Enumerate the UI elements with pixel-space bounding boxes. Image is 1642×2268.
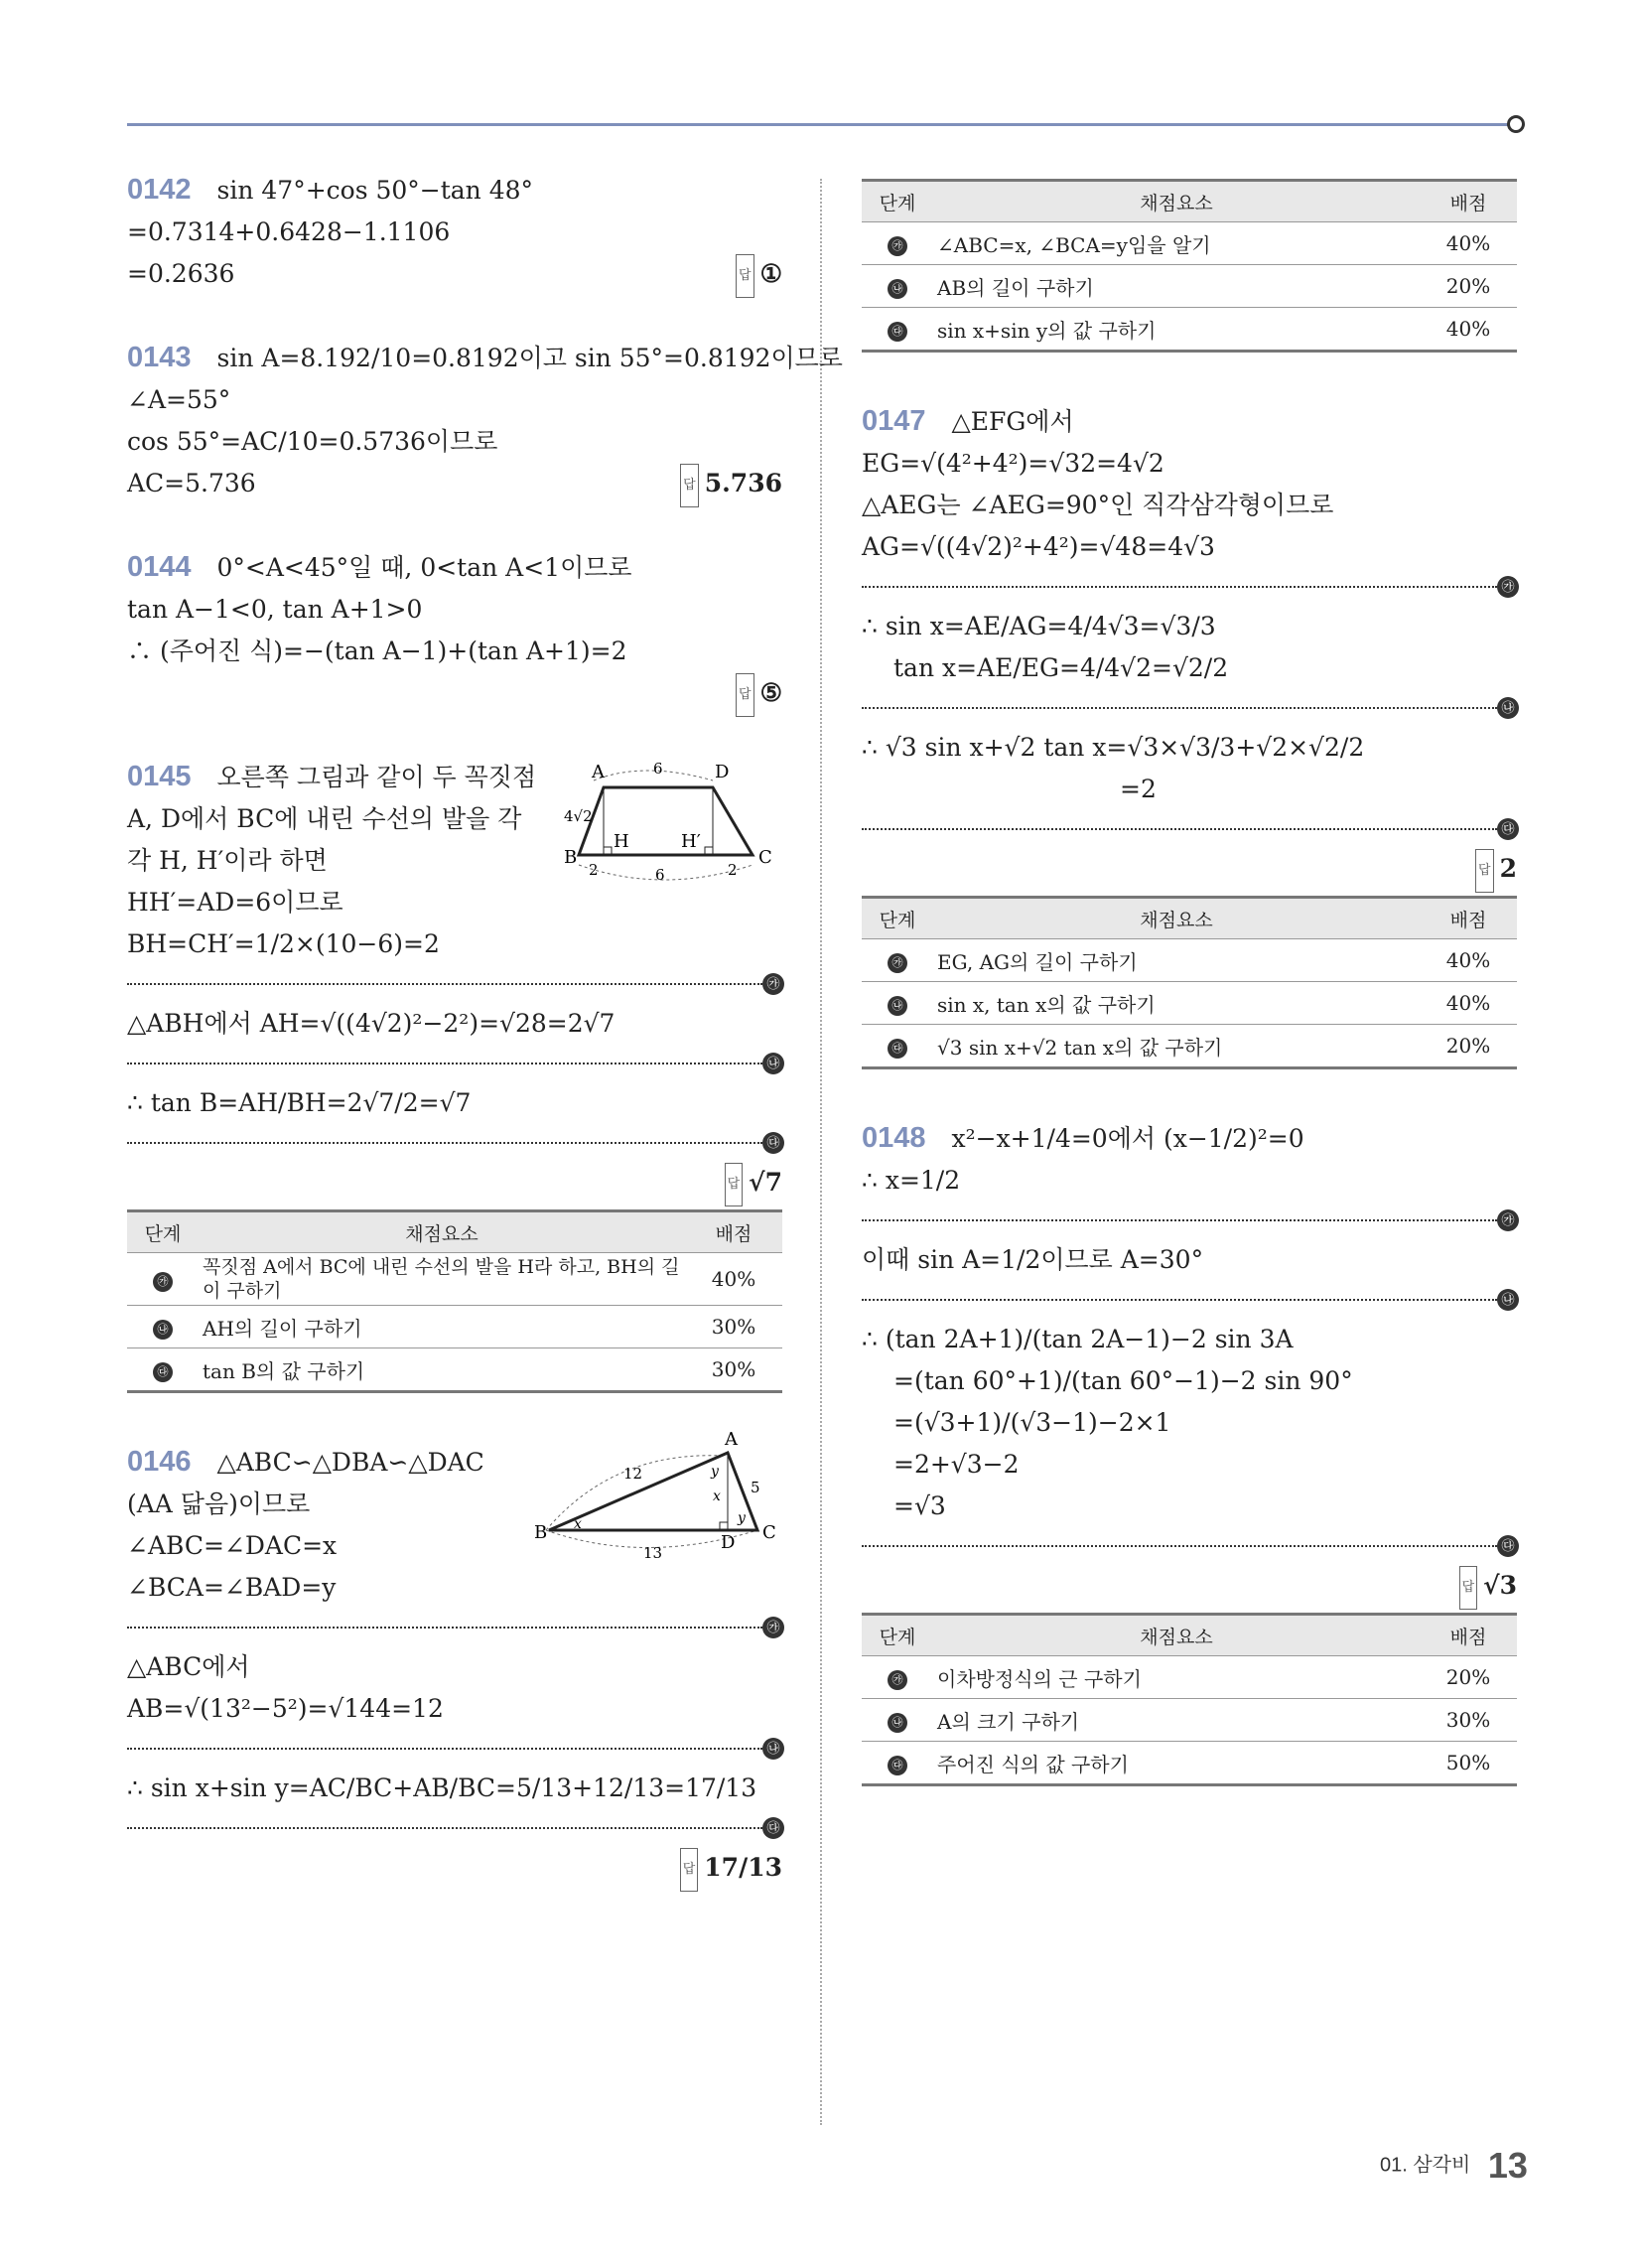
figure-label: 4√2 xyxy=(564,807,593,825)
solution-line: ∴ sin x+sin y=AC/BC+AB/BC=5/13+12/13=17/13 xyxy=(127,1773,757,1802)
solution-line: =0.7314+0.6428−1.1106 xyxy=(127,217,451,246)
solution-line: ∠ABC=∠DAC=x xyxy=(127,1531,338,1560)
answer xyxy=(1459,1565,1517,1610)
figure-label: H xyxy=(614,831,629,852)
stage-badge: ㉰ xyxy=(888,1039,907,1059)
solution-line: ∴ (주어진 식)=−(tan A−1)+(tan A+1)=2 xyxy=(127,637,627,665)
answer-tag: 답 xyxy=(680,464,699,507)
points-cell: 40% xyxy=(1420,222,1517,265)
figure-label: y xyxy=(711,1464,719,1480)
solution-line: 각 H, H′이라 하면 xyxy=(127,846,328,875)
figure-label: C xyxy=(758,847,772,868)
criteria-cell: sin x+sin y의 값 구하기 xyxy=(933,308,1420,352)
solution-line: △ABC∽△DBA∽△DAC xyxy=(216,1448,484,1477)
answer-value: √7 xyxy=(749,1168,782,1197)
figure-label: 2 xyxy=(589,861,599,879)
criteria-cell: √3 sin x+√2 tan x의 값 구하기 xyxy=(933,1025,1420,1068)
figure-label: B xyxy=(564,847,578,868)
figure-label: x xyxy=(713,1488,721,1504)
page-footer xyxy=(1380,2145,1528,2187)
problem-0144 xyxy=(127,546,782,714)
header-dot xyxy=(1507,115,1525,133)
dotted-separator xyxy=(127,1620,780,1634)
table-header: 단계 xyxy=(127,1211,199,1253)
table-header: 채점요소 xyxy=(199,1211,685,1253)
points-cell: 40% xyxy=(1420,939,1517,982)
criteria-cell: 꼭짓점 A에서 BC에 내린 수선의 발을 H라 하고, BH의 길이 구하기 xyxy=(199,1253,685,1306)
answer xyxy=(725,1162,782,1206)
answer xyxy=(736,672,782,717)
figure-label: 6 xyxy=(655,866,665,884)
chapter-title: 01. 삼각비 xyxy=(1380,2154,1471,2177)
table-header: 채점요소 xyxy=(933,898,1420,939)
stage-badge: ㉰ xyxy=(888,322,907,342)
table-row xyxy=(862,1699,1517,1742)
solution-line: AC=5.736 xyxy=(127,469,256,497)
dotted-separator xyxy=(862,1292,1515,1307)
dotted-separator xyxy=(862,1212,1515,1227)
solution-line: 0°<A<45°일 때, 0<tan A<1이므로 xyxy=(216,553,632,582)
table-row xyxy=(862,308,1517,352)
stage-mark: ㉯ xyxy=(1497,1289,1519,1311)
figure-label: 5 xyxy=(751,1479,760,1496)
answer xyxy=(680,463,782,507)
table-row xyxy=(862,1025,1517,1068)
table-row xyxy=(862,1742,1517,1785)
answer-value: ① xyxy=(759,259,782,288)
table-row xyxy=(127,1348,782,1392)
figure-label: 6 xyxy=(653,760,663,778)
stage-mark: ㉮ xyxy=(1497,1209,1519,1231)
points-cell: 30% xyxy=(685,1348,782,1392)
answer-tag: 답 xyxy=(725,1163,744,1206)
solution-line: =0.2636 xyxy=(127,259,235,288)
problem-number: 0143 xyxy=(127,342,192,373)
solution-line: tan A−1<0, tan A+1>0 xyxy=(127,595,423,624)
solution-line: =√3 xyxy=(893,1491,946,1520)
stage-mark: ㉯ xyxy=(762,1738,784,1760)
problem-number: 0145 xyxy=(127,761,192,792)
trapezoid-figure xyxy=(564,756,782,895)
right-column xyxy=(862,179,1517,1792)
stage-mark: ㉯ xyxy=(1497,697,1519,719)
answer-tag: 답 xyxy=(1459,1566,1478,1610)
points-cell: 20% xyxy=(1420,1656,1517,1699)
dotted-separator xyxy=(127,1056,780,1070)
stage-mark: ㉮ xyxy=(1497,576,1519,598)
solution-line: HH′=AD=6이므로 xyxy=(127,888,343,917)
table-row xyxy=(127,1253,782,1306)
score-table-0146 xyxy=(862,179,1517,353)
solution-line: ∠A=55° xyxy=(127,385,231,414)
header-rule xyxy=(127,123,1517,126)
table-header: 단계 xyxy=(862,898,933,939)
answer xyxy=(680,1847,782,1892)
page-number: 13 xyxy=(1487,2145,1528,2186)
criteria-cell: sin x, tan x의 값 구하기 xyxy=(933,982,1420,1025)
dotted-separator xyxy=(127,1820,780,1835)
table-header: 배점 xyxy=(1420,1615,1517,1656)
solution-line: sin 47°+cos 50°−tan 48° xyxy=(216,176,534,205)
solution-line: △EFG에서 xyxy=(951,407,1074,436)
table-header: 채점요소 xyxy=(933,181,1420,222)
stage-badge: ㉮ xyxy=(153,1272,173,1292)
score-table-0145 xyxy=(127,1209,782,1393)
table-header: 배점 xyxy=(1420,898,1517,939)
solution-line: 오른쪽 그림과 같이 두 꼭짓점 xyxy=(216,763,537,791)
dotted-separator xyxy=(862,821,1515,836)
stage-badge: ㉯ xyxy=(888,279,907,299)
problem-0142 xyxy=(127,169,782,295)
answer-value: 17/13 xyxy=(704,1853,782,1882)
table-row xyxy=(862,939,1517,982)
problem-number: 0147 xyxy=(862,405,926,437)
stage-badge: ㉯ xyxy=(888,1713,907,1733)
points-cell: 40% xyxy=(1420,982,1517,1025)
solution-line: (AA 닮음)이므로 xyxy=(127,1489,311,1518)
stage-badge: ㉮ xyxy=(888,236,907,256)
answer-value: ⑤ xyxy=(759,678,782,707)
problem-number: 0146 xyxy=(127,1446,192,1478)
solution-line: =(√3+1)/(√3−1)−2×1 xyxy=(893,1408,1171,1437)
table-row xyxy=(862,222,1517,265)
solution-line: tan x=AE/EG=4/4√2=√2/2 xyxy=(893,653,1229,682)
table-row xyxy=(862,265,1517,308)
table-header: 배점 xyxy=(685,1211,782,1253)
score-table-0148 xyxy=(862,1613,1517,1786)
answer-value: √3 xyxy=(1483,1571,1517,1600)
dotted-separator xyxy=(862,579,1515,594)
points-cell: 20% xyxy=(1420,1025,1517,1068)
stage-mark: ㉰ xyxy=(762,1817,784,1839)
table-row xyxy=(127,1306,782,1348)
stage-badge: ㉮ xyxy=(888,953,907,973)
answer-tag: 답 xyxy=(736,673,754,717)
dotted-separator xyxy=(127,1135,780,1150)
solution-line: △ABH에서 AH=√((4√2)²−2²)=√28=2√7 xyxy=(127,1009,616,1038)
points-cell: 40% xyxy=(685,1253,782,1306)
answer-tag: 답 xyxy=(736,254,754,298)
figure-label: x xyxy=(574,1516,582,1532)
criteria-cell: A의 크기 구하기 xyxy=(933,1699,1420,1742)
figure-label: C xyxy=(762,1522,776,1543)
table-header: 채점요소 xyxy=(933,1615,1420,1656)
figure-label: 13 xyxy=(643,1544,663,1562)
criteria-cell: EG, AG의 길이 구하기 xyxy=(933,939,1420,982)
stage-badge: ㉰ xyxy=(153,1362,173,1382)
answer xyxy=(1475,848,1517,893)
solution-line: =2 xyxy=(1120,775,1157,803)
solution-line: ∴ sin x=AE/AG=4/4√3=√3/3 xyxy=(862,612,1216,640)
left-column xyxy=(127,169,843,1889)
problem-0145 xyxy=(127,756,782,1204)
solution-line: ∴ x=1/2 xyxy=(862,1166,961,1195)
points-cell: 20% xyxy=(1420,265,1517,308)
solution-line: ∴ (tan 2A+1)/(tan 2A−1)−2 sin 3A xyxy=(862,1325,1294,1353)
answer-value: 5.736 xyxy=(704,469,782,497)
solution-line: =2+√3−2 xyxy=(893,1450,1020,1479)
criteria-cell: 주어진 식의 값 구하기 xyxy=(933,1742,1420,1785)
answer-tag: 답 xyxy=(680,1848,699,1892)
dotted-separator xyxy=(127,1741,780,1756)
figure-label: H′ xyxy=(681,831,701,852)
stage-mark: ㉮ xyxy=(762,973,784,995)
dotted-separator xyxy=(127,976,780,991)
stage-badge: ㉯ xyxy=(153,1320,173,1340)
problem-0143 xyxy=(127,337,843,504)
stage-mark: ㉰ xyxy=(1497,1535,1519,1557)
solution-line: △ABC에서 xyxy=(127,1652,250,1681)
solution-line: x²−x+1/4=0에서 (x−1/2)²=0 xyxy=(951,1124,1304,1153)
figure-label: B xyxy=(534,1522,548,1543)
problem-0148 xyxy=(862,1117,1517,1607)
solution-line: ∴ √3 sin x+√2 tan x=√3×√3/3+√2×√2/2 xyxy=(862,733,1365,762)
column-separator xyxy=(820,179,822,2125)
score-table-0147 xyxy=(862,896,1517,1069)
criteria-cell: 이차방정식의 근 구하기 xyxy=(933,1656,1420,1699)
stage-badge: ㉮ xyxy=(888,1670,907,1690)
problem-number: 0148 xyxy=(862,1122,926,1154)
dotted-separator xyxy=(862,1538,1515,1553)
criteria-cell: AB의 길이 구하기 xyxy=(933,265,1420,308)
solution-line: A, D에서 BC에 내린 수선의 발을 각 xyxy=(127,804,522,833)
figure-label: y xyxy=(738,1510,746,1526)
stage-mark: ㉰ xyxy=(762,1132,784,1154)
solution-line: △AEG는 ∠AEG=90°인 직각삼각형이므로 xyxy=(862,491,1334,519)
table-header: 단계 xyxy=(862,1615,933,1656)
solution-line: cos 55°=AC/10=0.5736이므로 xyxy=(127,427,498,456)
solution-line: ∠BCA=∠BAD=y xyxy=(127,1573,337,1602)
problem-number: 0142 xyxy=(127,174,192,206)
problem-0147 xyxy=(862,400,1517,890)
answer-value: 2 xyxy=(1499,854,1517,883)
figure-label: A xyxy=(725,1431,738,1450)
solution-line: AG=√((4√2)²+4²)=√48=4√3 xyxy=(862,532,1215,561)
solution-line: sin A=8.192/10=0.8192이고 sin 55°=0.8192이므로 xyxy=(216,344,843,372)
criteria-cell: tan B의 값 구하기 xyxy=(199,1348,685,1392)
solution-line: ∴ tan B=AH/BH=2√7/2=√7 xyxy=(127,1088,472,1117)
table-row xyxy=(862,982,1517,1025)
table-header: 단계 xyxy=(862,181,933,222)
stage-badge: ㉰ xyxy=(888,1756,907,1775)
points-cell: 40% xyxy=(1420,308,1517,352)
stage-badge: ㉯ xyxy=(888,996,907,1016)
criteria-cell: ∠ABC=x, ∠BCA=y임을 알기 xyxy=(933,222,1420,265)
problem-0146 xyxy=(127,1431,782,1889)
problem-number: 0144 xyxy=(127,551,192,583)
points-cell: 50% xyxy=(1420,1742,1517,1785)
stage-mark: ㉯ xyxy=(762,1053,784,1074)
solution-line: EG=√(4²+4²)=√32=4√2 xyxy=(862,449,1164,478)
solution-line: BH=CH′=1/2×(10−6)=2 xyxy=(127,929,440,958)
criteria-cell: AH의 길이 구하기 xyxy=(199,1306,685,1348)
figure-label: 2 xyxy=(728,861,738,879)
points-cell: 30% xyxy=(1420,1699,1517,1742)
figure-label: D xyxy=(721,1532,736,1553)
figure-label: D xyxy=(715,762,730,782)
dotted-separator xyxy=(862,700,1515,715)
answer-tag: 답 xyxy=(1475,849,1494,893)
table-header: 배점 xyxy=(1420,181,1517,222)
figure-label: 12 xyxy=(623,1465,643,1483)
stage-mark: ㉮ xyxy=(762,1617,784,1638)
right-triangle-figure xyxy=(534,1431,782,1570)
solution-line: =(tan 60°+1)/(tan 60°−1)−2 sin 90° xyxy=(893,1366,1353,1395)
table-row xyxy=(862,1656,1517,1699)
figure-label: A xyxy=(592,762,605,782)
solution-line: 이때 sin A=1/2이므로 A=30° xyxy=(862,1245,1204,1274)
points-cell: 30% xyxy=(685,1306,782,1348)
solution-line: AB=√(13²−5²)=√144=12 xyxy=(127,1694,444,1723)
answer xyxy=(736,253,782,298)
stage-mark: ㉰ xyxy=(1497,818,1519,840)
